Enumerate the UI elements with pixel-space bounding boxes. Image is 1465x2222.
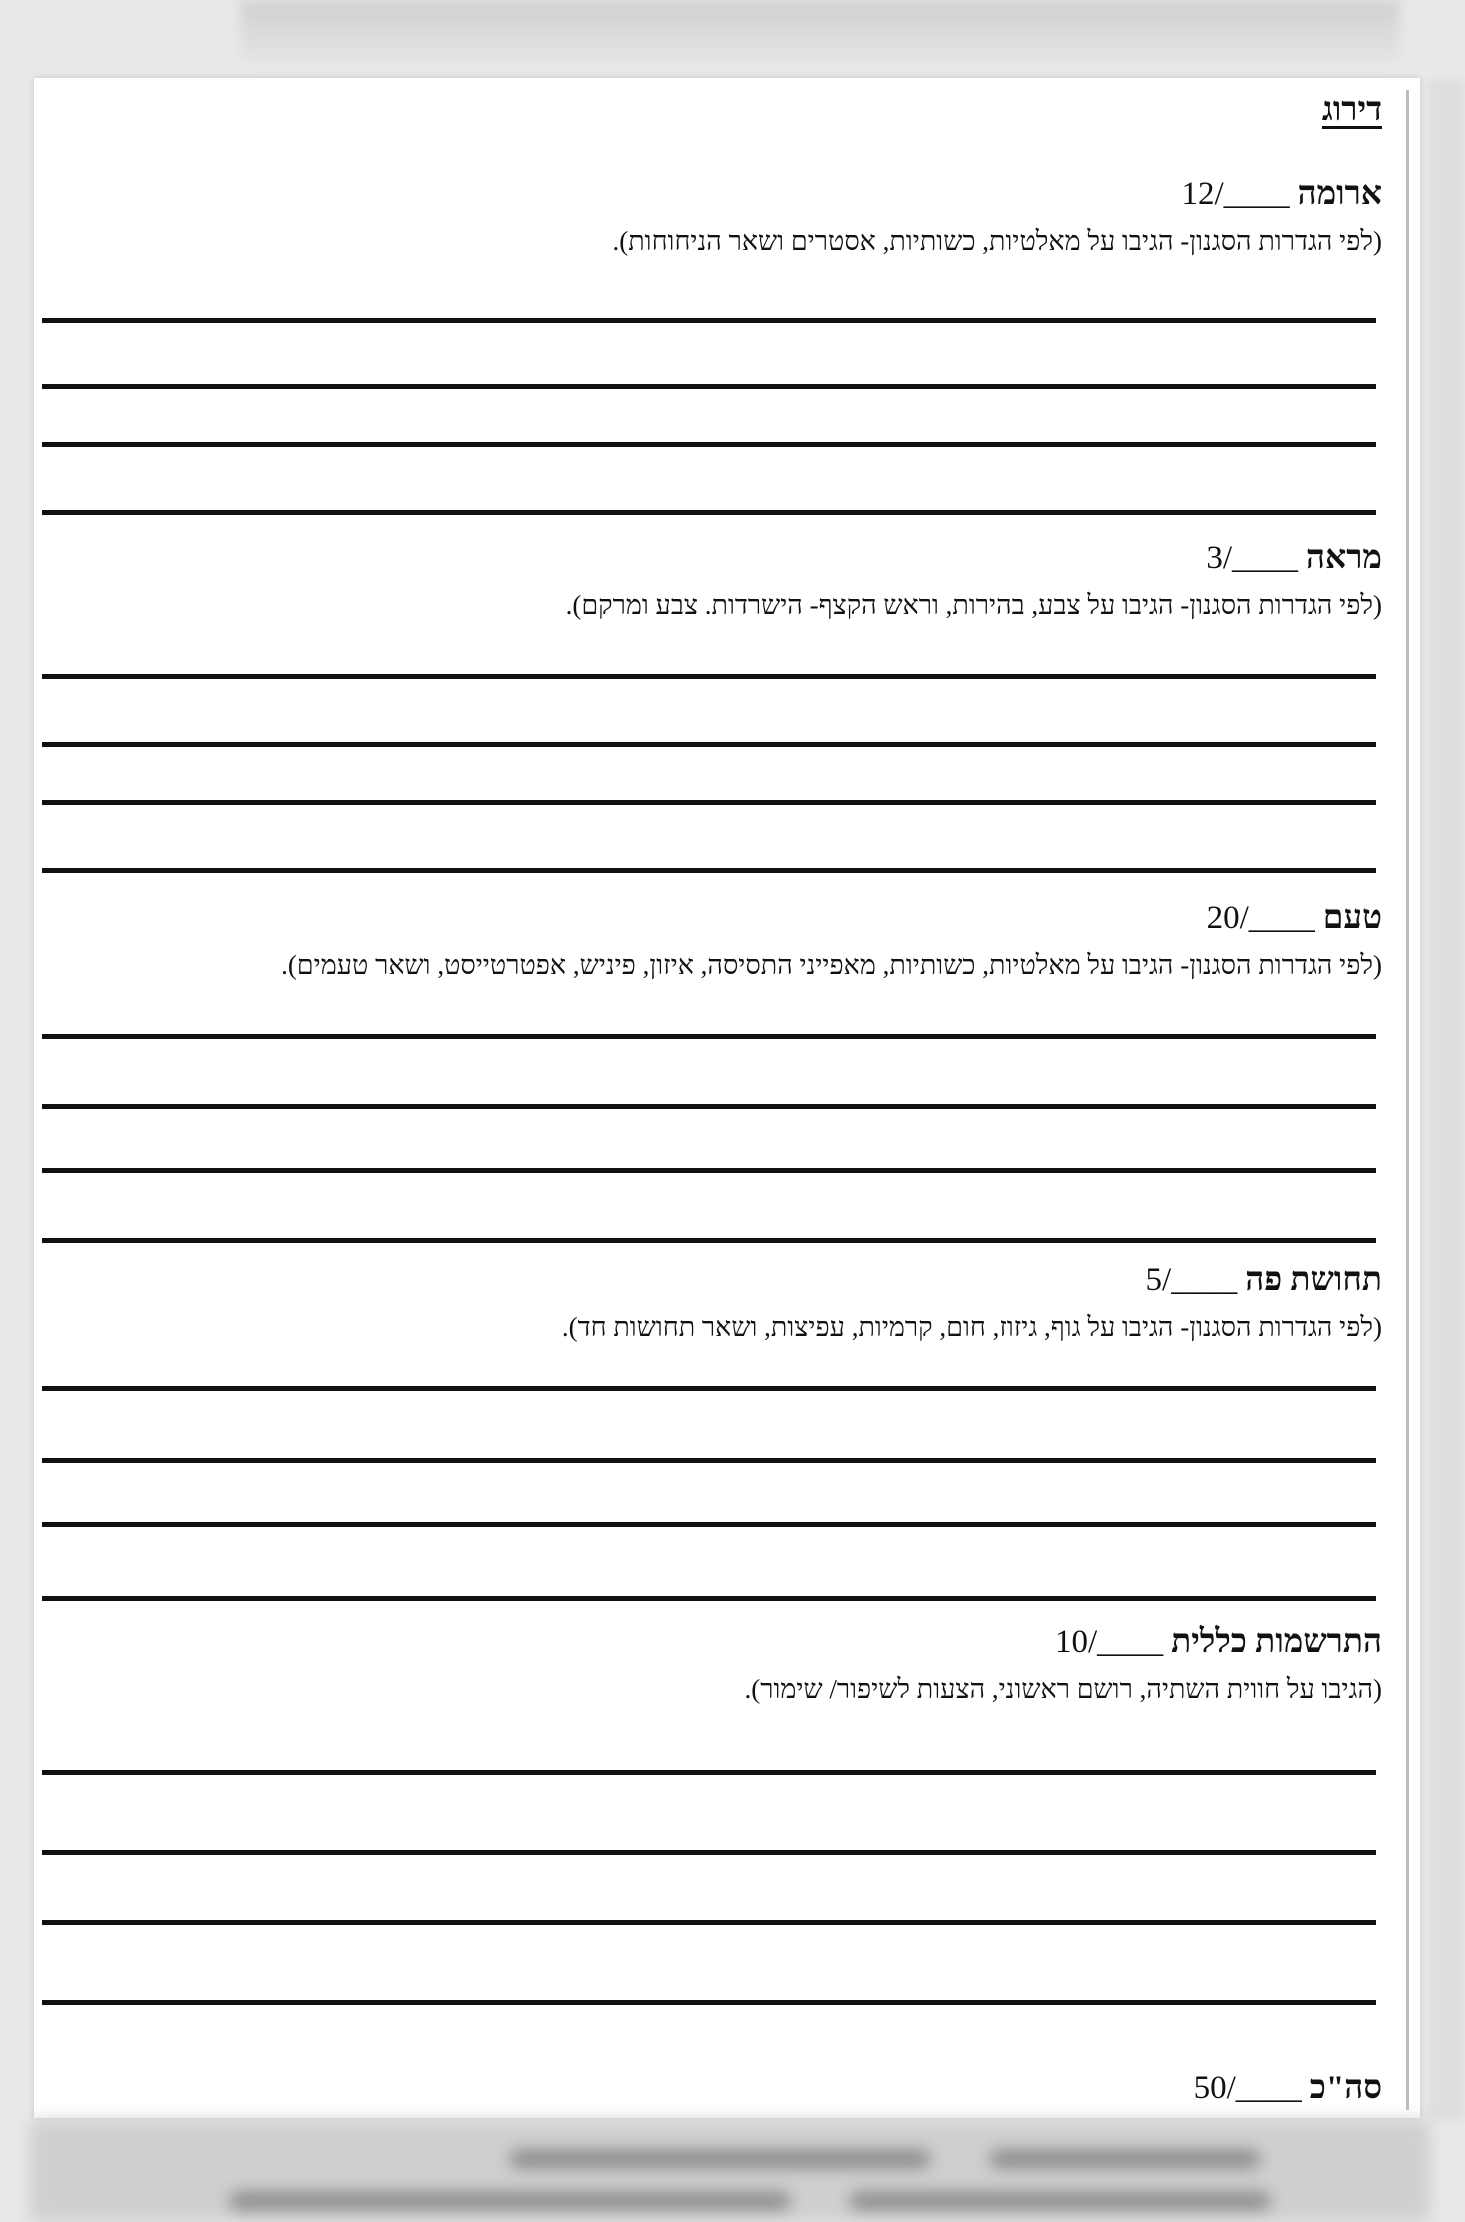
section-description: (לפי הגדרות הסגנון- הגיבו על גוף, גיזוז, חום, קרמיות, עפיצות, ושאר תחושות חד). xyxy=(561,1312,1382,1342)
section-description: (לפי הגדרות הסגנון- הגיבו על מאלטיות, כשותיות, אסטרים ושאר הניחוחות). xyxy=(612,226,1382,256)
document-page xyxy=(34,78,1420,2118)
section-description: (הגיבו על חווית השתיה, רושם ראשוני, הצעות לשיפור/ שימור). xyxy=(744,1674,1382,1704)
answer-line[interactable] xyxy=(42,1034,1376,1039)
section-heading-overall xyxy=(1055,1624,1382,1661)
answer-line[interactable] xyxy=(42,1104,1376,1109)
answer-line[interactable] xyxy=(42,318,1376,323)
section-heading-mouthfeel xyxy=(1146,1262,1382,1299)
answer-line[interactable] xyxy=(42,442,1376,447)
answer-line[interactable] xyxy=(42,1850,1376,1855)
total-score-field[interactable]: 50/____ xyxy=(1193,2070,1302,2106)
answer-line[interactable] xyxy=(42,1386,1376,1391)
answer-line[interactable] xyxy=(42,384,1376,389)
total-score xyxy=(1194,2070,1382,2107)
blurred-page-edge xyxy=(1428,80,1465,2120)
score-field[interactable]: 12/____ xyxy=(1181,176,1290,212)
section-heading-taste xyxy=(1207,900,1382,937)
page-title: דירוג xyxy=(1321,92,1382,128)
answer-line[interactable] xyxy=(42,868,1376,873)
score-field[interactable]: 10/____ xyxy=(1054,1624,1164,1660)
section-name: טעם xyxy=(1322,900,1382,936)
score-field[interactable]: 3/____ xyxy=(1206,540,1299,576)
answer-line[interactable] xyxy=(42,1168,1376,1173)
blurred-next-page xyxy=(30,2120,1430,2222)
answer-line[interactable] xyxy=(42,800,1376,805)
answer-line[interactable] xyxy=(42,1770,1376,1775)
answer-line[interactable] xyxy=(42,1238,1376,1243)
section-name: מראה xyxy=(1306,540,1382,576)
answer-line[interactable] xyxy=(42,510,1376,515)
answer-line[interactable] xyxy=(42,1596,1376,1601)
section-description: (לפי הגדרות הסגנון- הגיבו על צבע, בהירות, וראש הקצף- הישרדות. צבע ומרקם). xyxy=(565,590,1382,620)
answer-line[interactable] xyxy=(42,1458,1376,1463)
answer-line[interactable] xyxy=(42,742,1376,747)
section-name: ארומה xyxy=(1297,176,1382,212)
blurred-previous-page xyxy=(240,0,1400,62)
section-heading-aroma xyxy=(1181,176,1382,213)
answer-line[interactable] xyxy=(42,674,1376,679)
total-label: סה"כ xyxy=(1309,2070,1382,2106)
score-field[interactable]: 5/____ xyxy=(1145,1262,1238,1298)
answer-line[interactable] xyxy=(42,2000,1376,2005)
section-heading-appearance xyxy=(1206,540,1382,577)
answer-line[interactable] xyxy=(42,1920,1376,1925)
section-name: תחושת פה xyxy=(1245,1262,1382,1298)
section-description: (לפי הגדרות הסגנון- הגיבו על מאלטיות, כשותיות, מאפייני התסיסה, איזון, פיניש, אפטרטייסט, ושאר טעמים). xyxy=(281,950,1382,980)
answer-line[interactable] xyxy=(42,1522,1376,1527)
section-name: התרשמות כללית xyxy=(1171,1624,1382,1660)
score-field[interactable]: 20/____ xyxy=(1206,900,1315,936)
